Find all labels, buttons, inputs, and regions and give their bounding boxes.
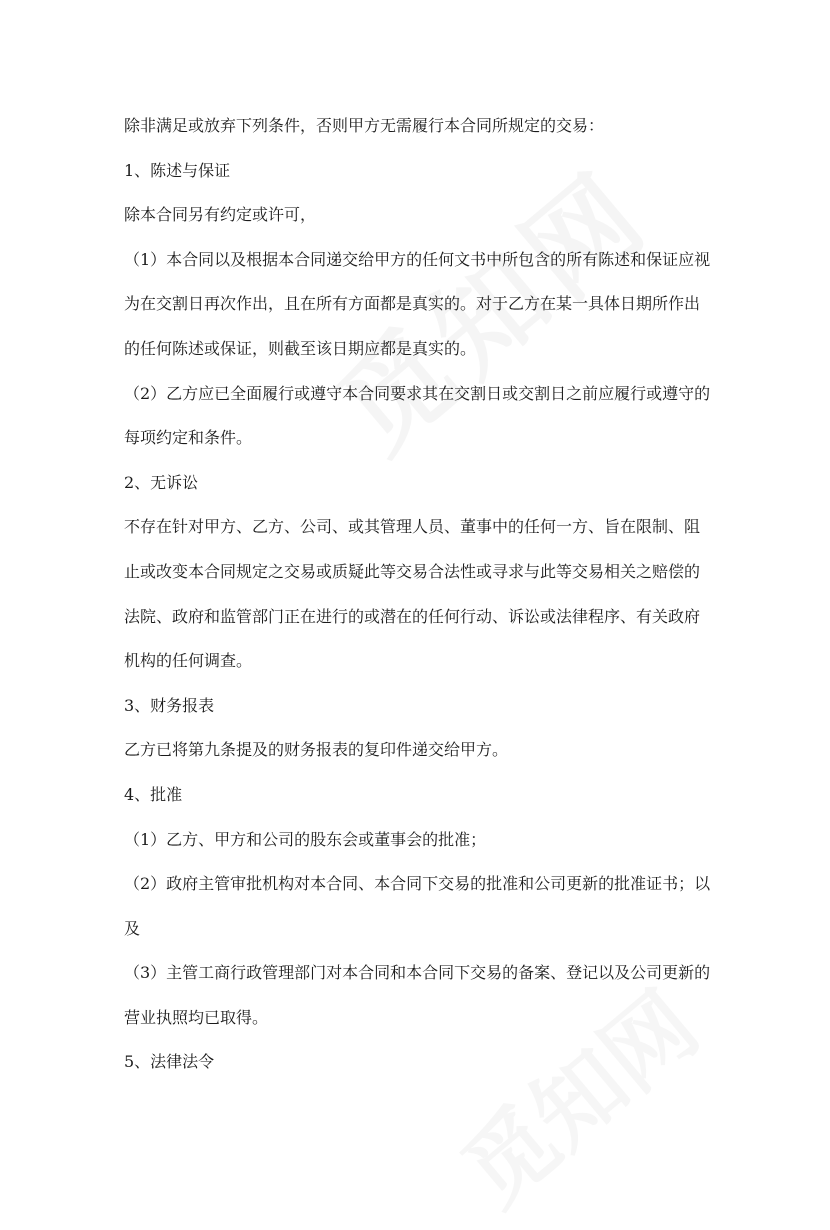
- paragraph: 除本合同另有约定或许可，: [124, 205, 317, 225]
- section-heading-2: 2、无诉讼: [124, 472, 199, 492]
- clause-1-2: （2）乙方应已全面履行或遵守本合同要求其在交割日或交割日之前应履行或遵守的每项约定和条件。: [124, 383, 711, 448]
- paragraph: 乙方已将第九条提及的财务报表的复印件递交给甲方。: [124, 740, 509, 760]
- clause-4-3: （3）主管工商行政管理部门对本合同和本合同下交易的备案、登记以及公司更新的营业执照均已取得。: [124, 963, 711, 1027]
- section-heading-5: 5、法律法令: [124, 1052, 215, 1072]
- clause-1-1: （1）本合同以及根据本合同递交给甲方的任何文书中所包含的所有陈述和保证应视为在交割日再次作出，且在所有方面都是真实的。对于乙方在某一具体日期所作出的任何陈述或保证，则截至该日期应都是真实的。: [124, 249, 711, 358]
- paragraph: 不存在针对甲方、乙方、公司、或其管理人员、董事中的任何一方、旨在限制、阻止或改变本合同规定之交易或质疑此等交易合法性或寻求与此等交易相关之赔偿的法院、政府和监管部门正在进行的或潜在的任何行动、诉讼或法律程序、有关政府机构的任何调查。: [124, 517, 701, 671]
- document-body: [124, 104, 714, 1085]
- clause-4-2: （2）政府主管审批机构对本合同、本合同下交易的批准和公司更新的批准证书；以及: [124, 874, 711, 938]
- clause-4-1: （1）乙方、甲方和公司的股东会或董事会的批准；: [124, 829, 487, 849]
- section-heading-1: 1、陈述与保证: [124, 160, 231, 180]
- intro-paragraph: 除非满足或放弃下列条件，否则甲方无需履行本合同所规定的交易：: [124, 116, 605, 135]
- section-heading-3: 3、财务报表: [124, 695, 215, 715]
- section-heading-4: 4、批准: [124, 784, 183, 804]
